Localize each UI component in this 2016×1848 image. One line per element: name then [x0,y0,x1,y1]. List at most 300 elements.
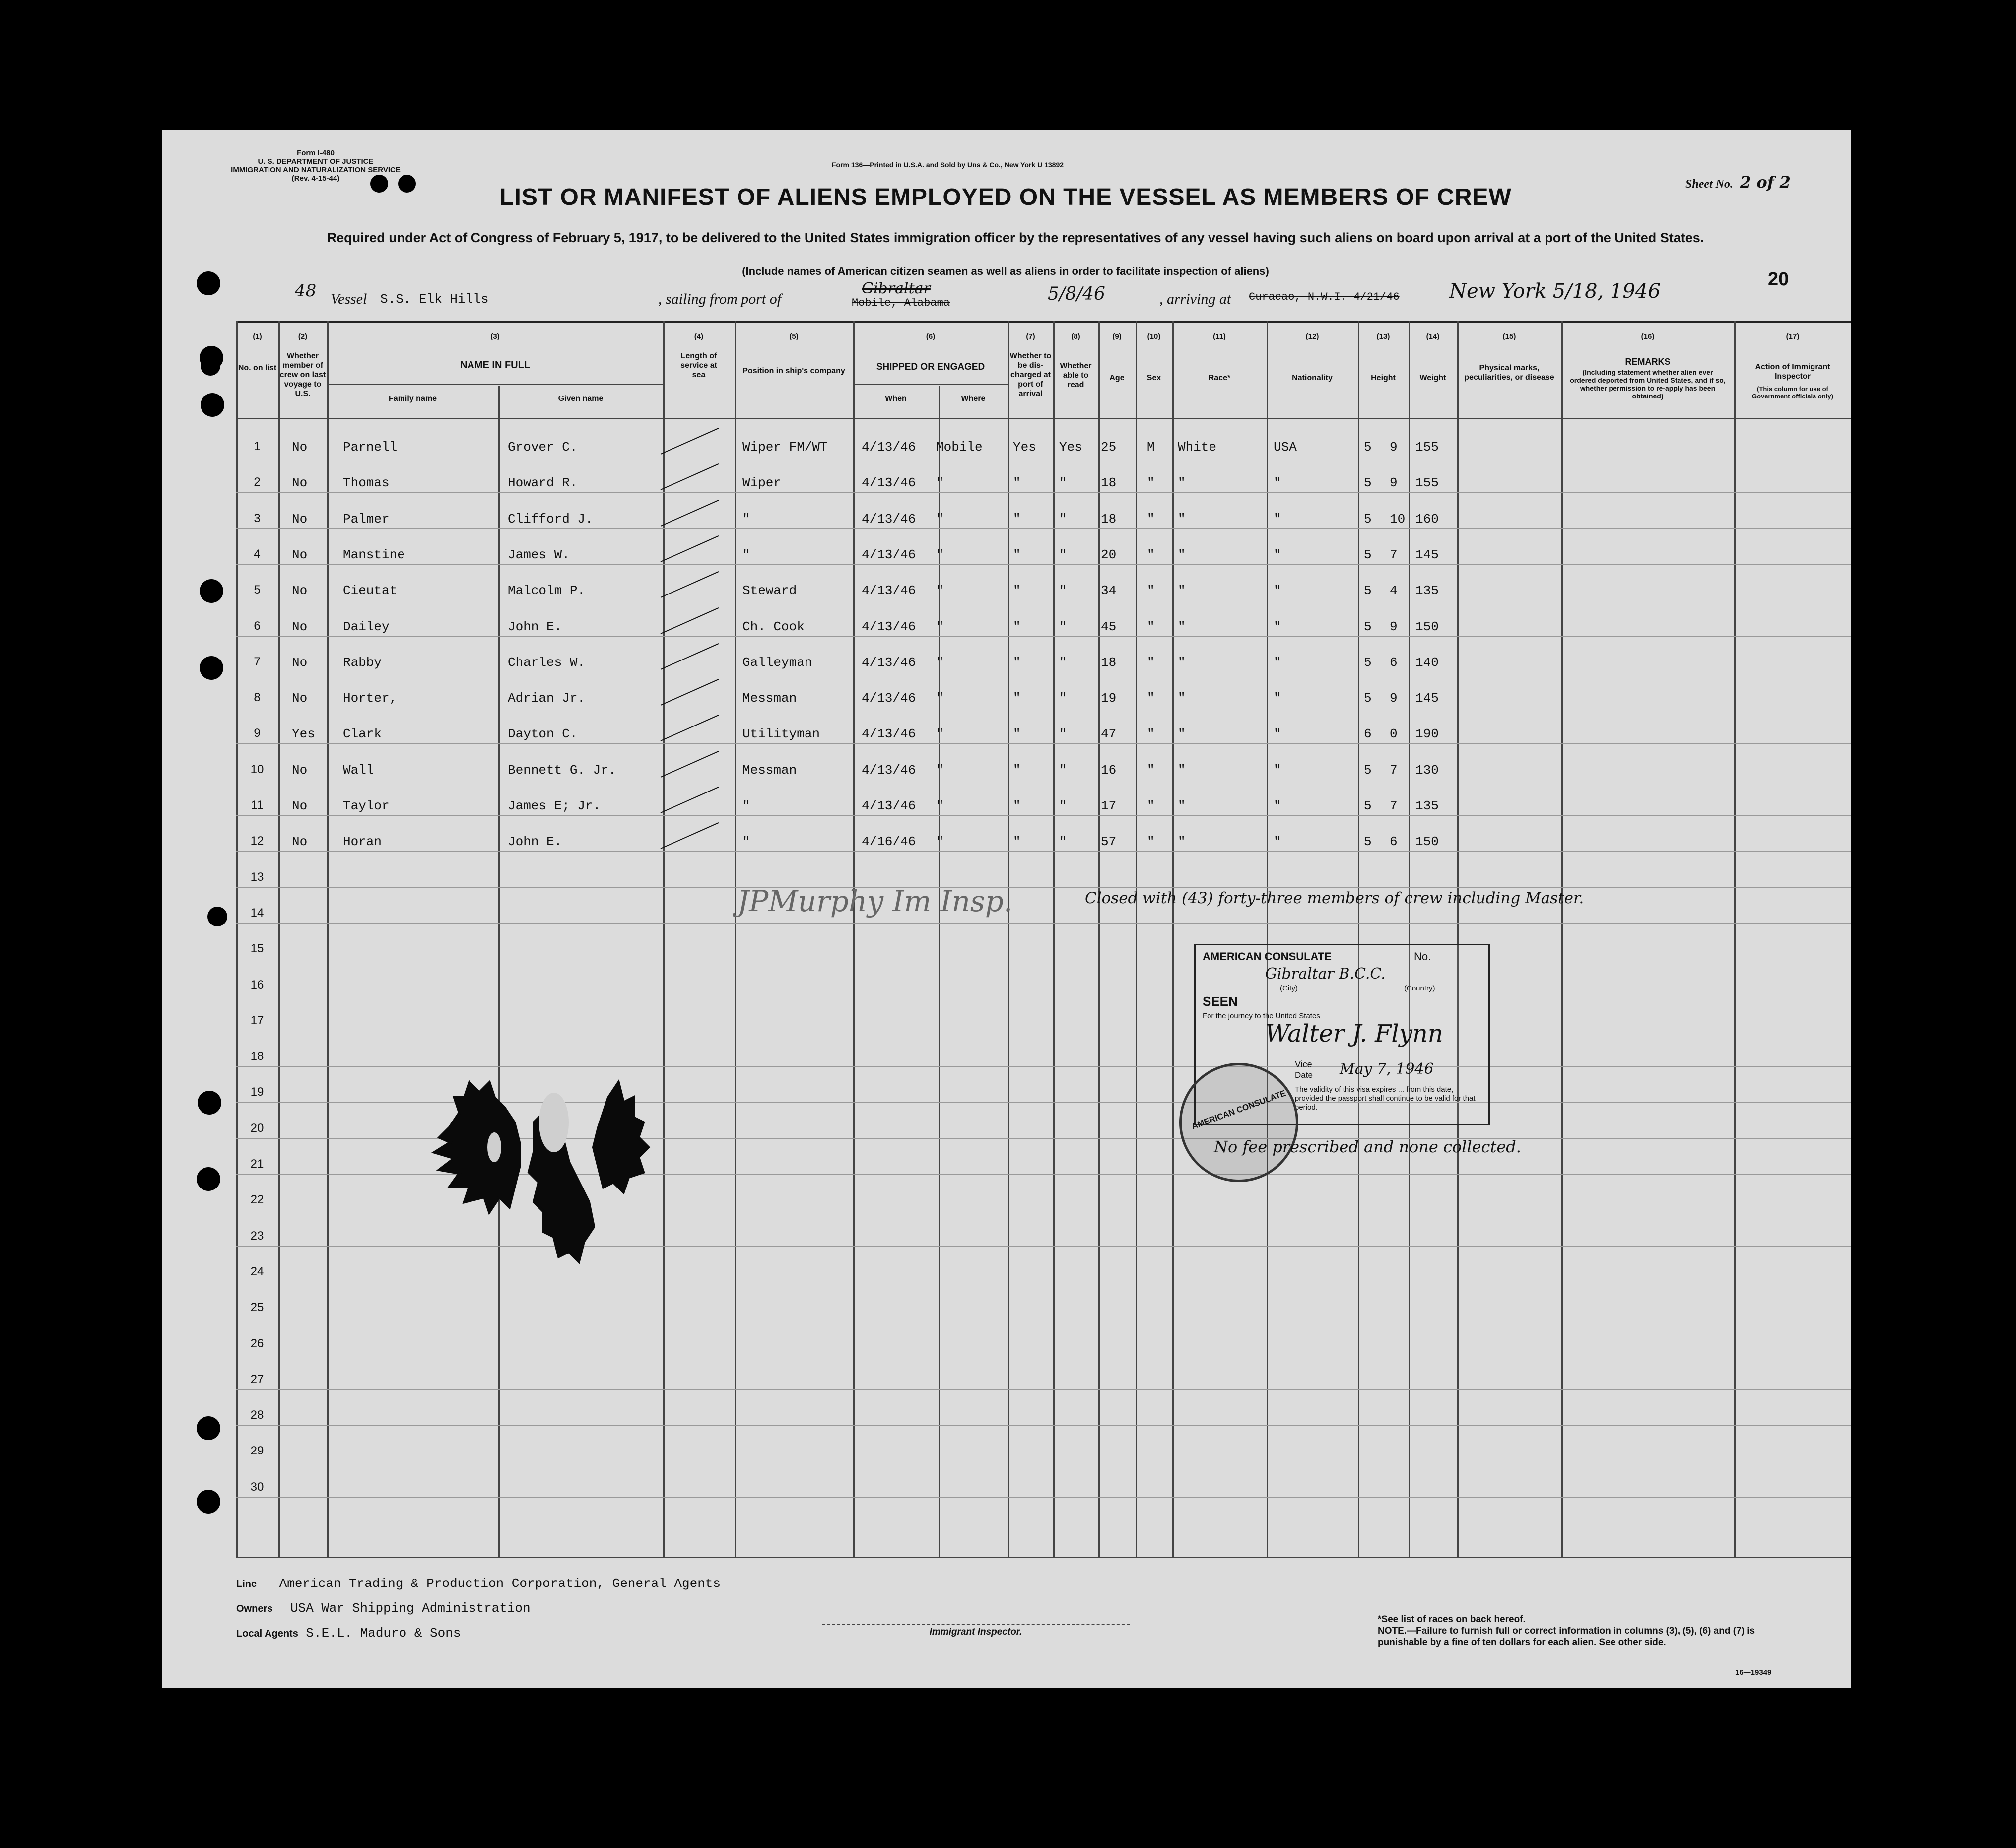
crew-sex: " [1147,475,1155,491]
crew-shipped-when: 4/13/46 [862,726,916,742]
crew-shipped-when: 4/13/46 [862,547,916,562]
crew-height-in: 6 [1390,655,1398,670]
row-number: 15 [250,942,264,956]
col-border [1136,321,1137,1558]
row-number: 10 [250,762,264,776]
row-number: 9 [254,726,261,740]
revision: (Rev. 4-15-44) [291,174,340,183]
inspector-signature: JPMurphy Im Insp. [738,884,1013,918]
crew-race: " [1178,547,1186,562]
crew-nationality: " [1274,691,1281,706]
crew-age: 34 [1101,583,1117,598]
punch-hole [200,656,223,680]
service-length-mark [661,643,719,670]
crew-race: " [1178,798,1186,813]
crew-nationality: " [1274,762,1281,778]
row-number: 20 [250,1121,264,1135]
crew-prev-voyage: No [292,547,308,562]
crew-sex: " [1147,619,1155,634]
crew-position: Messman [742,762,797,778]
form-number: Form I-480 [297,149,335,157]
col-header-sex: Sex [1146,374,1161,382]
crew-height-ft: 5 [1364,834,1372,850]
crew-family-name: Rabby [343,655,382,670]
crew-prev-voyage: No [292,583,308,598]
col-border [663,321,665,1558]
crew-prev-voyage: No [292,762,308,778]
owners-value: USA War Shipping Administration [290,1601,531,1616]
crew-given-name: Bennett G. Jr. [508,762,616,778]
crew-race: " [1178,511,1186,527]
crew-able-to-read: " [1059,619,1067,634]
crew-able-to-read: " [1059,726,1067,742]
row-rule [236,815,1851,816]
col-header-family-name: Family name [389,395,437,403]
col-border [735,321,736,1558]
row-rule [236,887,1851,888]
row-number: 17 [250,1013,264,1027]
col-5-num: (5) [789,332,799,341]
crew-shipped-when: 4/16/46 [862,834,916,850]
row-number: 25 [250,1301,264,1315]
col-border [1267,321,1268,1558]
service-length-mark [661,500,719,527]
crew-able-to-read: " [1059,547,1067,562]
row-number: 1 [254,440,261,453]
crew-weight: 130 [1415,762,1439,778]
crew-weight: 145 [1415,691,1439,706]
crew-height-in: 10 [1390,511,1406,527]
col-border [1008,321,1009,1558]
row-rule [236,492,1851,493]
crew-race: " [1178,655,1186,670]
crew-family-name: Wall [343,762,374,778]
crew-position: Utilityman [742,726,820,742]
punch-hole [197,1490,220,1514]
service-name: IMMIGRATION AND NATURALIZATION SERVICE [231,166,401,174]
crew-given-name: Dayton C. [508,726,578,742]
row-number: 19 [250,1085,264,1099]
row-number: 4 [254,547,261,561]
crew-given-name: Grover C. [508,440,578,455]
crew-sex: " [1147,547,1155,562]
crew-age: 45 [1101,619,1117,634]
col-header-physical-marks: Physical marks, peculiarities, or disease [1464,364,1554,382]
row-rule [236,636,1851,637]
crew-shipped-when: 4/13/46 [862,762,916,778]
col-header-remarks: REMARKS [1625,357,1671,367]
crew-weight: 190 [1415,726,1439,742]
row-rule [236,528,1851,529]
row-rule [236,564,1851,565]
col-10-num: (10) [1147,332,1161,341]
col-9-num: (9) [1112,332,1122,341]
crew-nationality: " [1274,619,1281,634]
row-rule [236,1425,1851,1426]
crew-weight: 160 [1415,511,1439,527]
col-1-num: (1) [253,332,262,341]
crew-height-ft: 5 [1364,655,1372,670]
crew-sex: " [1147,834,1155,850]
crew-weight: 150 [1415,619,1439,634]
crew-prev-voyage: No [292,834,308,850]
crew-family-name: Palmer [343,511,390,527]
crew-discharged: " [1013,726,1021,742]
crew-sex: " [1147,583,1155,598]
row-number: 8 [254,691,261,705]
row-number: 29 [250,1444,264,1458]
service-length-mark [661,571,719,598]
col-border [1358,321,1359,1558]
crew-position: Wiper [742,475,782,491]
owners-label: Owners [236,1603,273,1614]
punch-hole [200,579,223,603]
sailing-port-handwritten: Gibraltar [862,280,931,297]
crew-shipped-when: 4/13/46 [862,511,916,527]
col-border [236,321,238,1558]
vessel-name: S.S. Elk Hills [380,292,489,307]
crew-discharged: " [1013,655,1021,670]
col-header-action: Action of Immigrant Inspector [1755,363,1830,381]
crew-height-in: 0 [1390,726,1398,742]
crew-age: 18 [1101,655,1117,670]
crew-discharged: " [1013,583,1021,598]
closed-note: Closed with (43) forty-three members of crew including Master. [1085,889,1584,907]
crew-height-in: 9 [1390,691,1398,706]
crew-sex: " [1147,726,1155,742]
crew-position: " [742,798,750,813]
stamp-no: No. [1414,950,1431,963]
service-length-mark [661,607,719,634]
crew-race: " [1178,726,1186,742]
arrival-port-handwritten: New York 5/18, 1946 [1449,280,1661,303]
vessel-label: Vessel [331,291,367,307]
crew-given-name: John E. [508,619,562,634]
crew-shipped-where: " [936,726,944,742]
crew-able-to-read: " [1059,834,1067,850]
crew-race: " [1178,583,1186,598]
crew-age: 57 [1101,834,1117,850]
page-title: LIST OR MANIFEST OF ALIENS EMPLOYED ON THE VESSEL AS MEMBERS OF CREW [499,184,1512,210]
crew-family-name: Cieutat [343,583,398,598]
row-rule [236,923,1851,924]
crew-given-name: Howard R. [508,475,578,491]
row-number: 21 [250,1157,264,1171]
crew-nationality: " [1274,655,1281,670]
crew-able-to-read: " [1059,655,1067,670]
col-header-when: When [885,395,907,403]
col-header-shipped: SHIPPED OR ENGAGED [876,362,985,372]
crew-race: White [1178,440,1217,455]
crew-position: " [742,547,750,562]
service-length-mark [661,463,719,490]
punch-hole [197,1167,220,1191]
row-number: 14 [250,906,264,920]
row-number: 24 [250,1264,264,1278]
crew-weight: 155 [1415,440,1439,455]
crew-given-name: Charles W. [508,655,586,670]
stamp-country-label: (Country) [1404,984,1435,992]
crew-position: " [742,834,750,850]
crew-prev-voyage: No [292,511,308,527]
row-number: 23 [250,1229,264,1243]
crew-discharged: " [1013,798,1021,813]
sheet-number [1685,173,1791,192]
vessel-line [162,280,1851,314]
crew-shipped-where: " [936,619,944,634]
department: U. S. DEPARTMENT OF JUSTICE [258,157,374,166]
page-subtitle: Required under Act of Congress of February 5, 1917, to be delivered to the United States immigration officer by the representatives of any vessel having such aliens on board upon arrival at a port of the United States. [327,230,1704,245]
immigrant-inspector-line: Immigrant Inspector. [822,1624,1130,1638]
row-number: 6 [254,619,261,633]
crew-height-in: 9 [1390,619,1398,634]
crew-prev-voyage: No [292,691,308,706]
sailing-date: 5/8/46 [1048,284,1105,304]
crew-height-in: 7 [1390,762,1398,778]
row-number: 28 [250,1408,264,1422]
service-length-mark [661,428,719,455]
row-number: 30 [250,1480,264,1494]
crew-shipped-where: " [936,691,944,706]
stamp-date: May 7, 1946 [1340,1060,1434,1078]
service-length-mark [661,715,719,741]
crew-weight: 140 [1415,655,1439,670]
crew-given-name: James E; Jr. [508,798,601,813]
line-label: Line [236,1579,257,1589]
row-number: 22 [250,1193,264,1207]
col-border [498,386,500,1558]
sheet-value: 2 of 2 [1740,173,1791,192]
crew-shipped-where: " [936,798,944,813]
row-number: 26 [250,1336,264,1350]
agents-value: S.E.L. Maduro & Sons [306,1626,461,1641]
crew-position: Galleyman [742,655,812,670]
service-length-mark [661,787,719,813]
row-number: 5 [254,583,261,597]
col-border [1457,321,1459,1558]
col-11-num: (11) [1213,332,1226,341]
col-header-nationality: Nationality [1292,374,1333,382]
crew-shipped-when: 4/13/46 [862,655,916,670]
crew-able-to-read: " [1059,475,1067,491]
crew-weight: 145 [1415,547,1439,562]
crew-height-in: 9 [1390,440,1398,455]
crew-height-ft: 5 [1364,475,1372,491]
consul-signature: Walter J. Flynn [1265,1020,1443,1048]
crew-shipped-when: 4/13/46 [862,619,916,634]
crew-age: 19 [1101,691,1117,706]
crew-age: 17 [1101,798,1117,813]
col-2-num: (2) [298,332,308,341]
crew-age: 18 [1101,511,1117,527]
crew-shipped-where: " [936,583,944,598]
crew-height-in: 4 [1390,583,1398,598]
col-border [327,321,329,1558]
crew-given-name: Malcolm P. [508,583,586,598]
name-subheader-rule [327,384,663,385]
col-header-given-name: Given name [558,395,604,403]
crew-age: 20 [1101,547,1117,562]
service-length-mark [661,535,719,562]
crew-height-ft: 5 [1364,440,1372,455]
punch-hole [201,356,220,376]
crew-able-to-read: " [1059,798,1067,813]
crew-discharged: " [1013,547,1021,562]
footnote [1378,1614,1785,1648]
col-border [1561,321,1563,1558]
arriving-label: , arriving at [1159,291,1231,307]
crew-age: 16 [1101,762,1117,778]
crew-discharged: " [1013,475,1021,491]
crew-position: Ch. Cook [742,619,805,634]
crew-sex: " [1147,798,1155,813]
crew-nationality: " [1274,475,1281,491]
stamp-consulate: AMERICAN CONSULATE [1203,950,1332,963]
crew-race: " [1178,619,1186,634]
stamp-vice: Vice [1295,1059,1312,1069]
stamp-validity: The validity of this visa expires ... from this date, provided the passport shall continue to be valid for that period. [1295,1085,1476,1112]
crew-position: " [742,511,750,527]
crew-family-name: Dailey [343,619,390,634]
crew-nationality: " [1274,834,1281,850]
footer-agents [236,1626,461,1641]
row-rule [236,1497,1851,1498]
col-header-prev-voyage: Whether member of crew on last voyage to U.S. [279,352,326,398]
stamp-city-label: (City) [1280,984,1298,992]
crew-family-name: Horan [343,834,382,850]
row-number: 13 [250,870,264,884]
crew-height-ft: 5 [1364,762,1372,778]
punch-hole [207,907,227,926]
crew-sex: " [1147,762,1155,778]
crew-discharged: " [1013,619,1021,634]
table-top-border [236,321,1851,323]
col-6-num: (6) [926,332,936,341]
col-border [278,321,280,1558]
service-length-mark [661,822,719,849]
crew-given-name: James W. [508,547,570,562]
col-17-num: (17) [1786,332,1800,341]
sailing-label: , sailing from port of [658,291,782,307]
col-border [853,321,855,1558]
col-border [1172,321,1174,1558]
crew-age: 18 [1101,475,1117,491]
crew-able-to-read: " [1059,691,1067,706]
crew-able-to-read: " [1059,583,1067,598]
crew-height-in: 6 [1390,834,1398,850]
page-number: 20 [1768,269,1789,290]
crew-given-name: Clifford J. [508,511,593,527]
header-bottom-border [236,418,1851,419]
crew-shipped-when: 4/13/46 [862,440,916,455]
crew-height-ft: 5 [1364,691,1372,706]
crew-race: " [1178,834,1186,850]
row-number: 27 [250,1372,264,1386]
printer-line: Form 136—Printed in U.S.A. and Sold by Uns & Co., New York U 13892 [832,161,1064,169]
row-number: 18 [250,1050,264,1063]
punch-hole [198,1091,221,1115]
row-number: 11 [251,798,264,812]
col-12-num: (12) [1305,332,1319,341]
no-fee-note: No fee prescribed and none collected. [1214,1137,1521,1156]
crew-height-ft: 5 [1364,583,1372,598]
crew-race: " [1178,691,1186,706]
col-13-num: (13) [1376,332,1390,341]
col-7-num: (7) [1026,332,1035,341]
crew-shipped-when: 4/13/46 [862,475,916,491]
row-rule [236,743,1851,744]
crew-height-ft: 5 [1364,798,1372,813]
crew-prev-voyage: No [292,440,308,455]
col-header-weight: Weight [1419,374,1446,382]
crew-nationality: " [1274,583,1281,598]
crew-height-ft: 5 [1364,547,1372,562]
crew-weight: 135 [1415,798,1439,813]
crew-prev-voyage: No [292,475,308,491]
crew-height-in: 9 [1390,475,1398,491]
crew-nationality: " [1274,547,1281,562]
arrival-port-typed: Curacao, N.W.I. 4/21/46 [1249,291,1400,303]
crew-height-ft: 5 [1364,511,1372,527]
crew-race: " [1178,475,1186,491]
col-header-where: Where [961,395,986,403]
col-border [1734,321,1736,1558]
stamp-seen: SEEN [1203,994,1238,1009]
crew-able-to-read: " [1059,511,1067,527]
crew-weight: 135 [1415,583,1439,598]
stamp-journey: For the journey to the United States [1203,1012,1320,1020]
col-header-discharged: Whether to be dis-charged at port of arrival [1009,352,1052,398]
vessel-mark: 48 [295,281,317,301]
row-number: 3 [254,511,261,525]
crew-prev-voyage: No [292,798,308,813]
crew-shipped-where: " [936,655,944,670]
col-header-height: Height [1371,374,1396,382]
col-border [1098,321,1100,1558]
col-header-age: Age [1109,374,1125,382]
crew-weight: 155 [1415,475,1439,491]
crew-family-name: Thomas [343,475,390,491]
crew-able-to-read: Yes [1059,440,1082,455]
service-length-mark [661,679,719,706]
crew-shipped-when: 4/13/46 [862,691,916,706]
crew-height-ft: 5 [1364,619,1372,634]
punch-hole [201,393,224,417]
col-header-service-length: Length of service at sea [680,352,717,379]
crew-family-name: Manstine [343,547,405,562]
footer-line [236,1576,721,1591]
row-number: 16 [250,978,264,991]
wax-seal-stain [420,974,658,1291]
crew-discharged: " [1013,834,1021,850]
crew-age: 25 [1101,440,1117,455]
col-header-name: NAME IN FULL [460,360,531,371]
crew-height-ft: 6 [1364,726,1372,742]
col-14-num: (14) [1426,332,1440,341]
crew-weight: 150 [1415,834,1439,850]
crew-shipped-where: Mobile [936,440,983,455]
crew-discharged: " [1013,691,1021,706]
col-border [1053,321,1055,1558]
col-header-race: Race* [1208,374,1231,382]
consulate-seal [1179,1063,1298,1182]
stamp-date-label: Date [1295,1070,1313,1080]
crew-sex: " [1147,511,1155,527]
crew-shipped-when: 4/13/46 [862,798,916,813]
row-number: 12 [250,834,264,848]
shipped-subheader-rule [853,384,1008,385]
crew-shipped-when: 4/13/46 [862,583,916,598]
